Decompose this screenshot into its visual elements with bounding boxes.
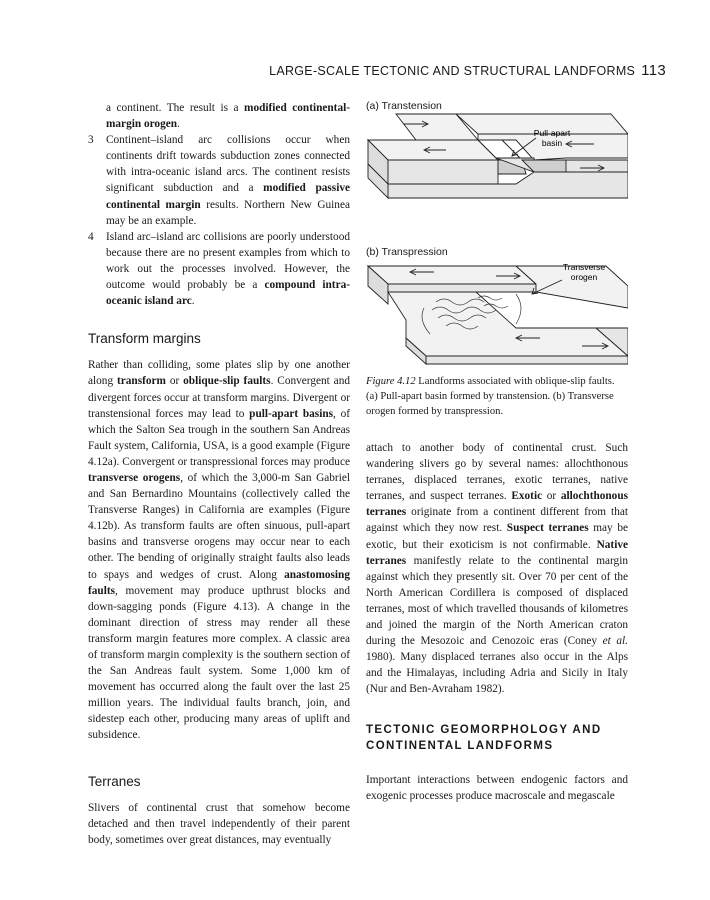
list-item-continued	[88, 100, 350, 132]
caption-text: Landforms associated with oblique-slip faults. (a) Pull-apart basin formed by transtension. (b) Transverse orogen formed by transpression.	[366, 376, 615, 417]
subheading-transform-margins: Transform margins	[88, 331, 201, 347]
term: allochthonous terranes	[366, 490, 629, 519]
list-item-3	[88, 132, 350, 229]
text-run: results. Northern New Guinea may be an example.	[106, 198, 350, 227]
callout-transverse-line1: Transverse	[562, 262, 606, 272]
paragraph-terranes: Slivers of continental crust that somehow become detached and then travel independently of their parent body, sometimes over great distances, may eventually	[88, 801, 350, 846]
term: transverse orogens	[88, 471, 181, 484]
page-number: 113	[641, 62, 666, 79]
text-run: a continent. The result is a	[106, 102, 245, 114]
text-run: , of which the 3,000-m San Gabriel and San Bernardino Mountains (collectively called the Transverse Ranges) in California are examples (Figure 4.12b). As transform faults are often sinuous, pull-apart basins and transverse orogens may occur near to each other. The bending of originally straight faults also leads to spays and wedges of crust. Along	[88, 471, 350, 581]
text-run: .	[177, 118, 180, 131]
term: compound intra-oceanic island arc	[106, 279, 350, 308]
list-item-4	[88, 229, 350, 309]
running-title: LARGE-SCALE TECTONIC AND STRUCTURAL LANDFORMS	[269, 64, 636, 78]
section-heading: TECTONIC GEOMORPHOLOGY AND CONTINENTAL LANDFORMS	[366, 723, 602, 752]
citation-etal: et al.	[602, 635, 628, 648]
text-run: manifestly relate to the continental margin against which they presently sit. Over 70 per cent of the North American Cordillera is composed of displaced terranes, most of which travelled thousands of kilometres and joined the margin of the North American craton during the Mesozoic and Cenozoic eras (Coney	[366, 554, 628, 648]
term: pull-apart basins	[249, 407, 334, 420]
text-run: may be exotic, but their exoticism is not confirmable.	[366, 522, 628, 551]
text-run: Rather than colliding, some plates slip by one another along	[88, 359, 350, 388]
figure-number: Figure 4.12	[366, 376, 416, 387]
text-run: originate from a continent different from that against which they now rest.	[366, 506, 628, 535]
callout-transverse-line2: orogen	[570, 272, 598, 282]
figure-label-b: (b) Transpression	[366, 246, 448, 258]
text-run: .	[191, 295, 195, 308]
text-run: , movement may produce upthrust blocks and down-sagging ponds (Figure 4.13). A change in the dominant direction of stress may render all these transform margin features more complex. A classic area of transform margin complexity is the southern section of the San Andreas fault system. Some 1,000 km of movement has occurred along the fault over the last 25 million years. The individual faults branch, join, and sidestep each other, producing many areas of uplift and subsidence.	[88, 584, 350, 742]
figure-label-a: (a) Transtension	[366, 100, 442, 112]
subheading-terranes: Terranes	[88, 773, 141, 789]
right-column	[366, 440, 628, 804]
text-run: , of which the Salton Sea trough in the southern San Andreas Fault system, California, USA, is a good example (Figure 4.12a). Convergent or transpressional forces may produce	[88, 407, 351, 468]
text-run: or	[542, 490, 561, 503]
text-run: Island arc–island arc collisions are poorly understood because there are no present examples from which to work out the processes involved. However, the outcome would probably be a	[106, 230, 350, 292]
term: anastomosing faults	[88, 568, 350, 597]
left-column	[88, 100, 350, 848]
term: transform	[117, 375, 166, 388]
callout-pull-apart-line2: basin	[541, 138, 563, 148]
paragraph-section-intro: Important interactions between endogenic factors and exogenic processes produce macroscale and megascale	[366, 773, 628, 802]
list-number: 4	[88, 230, 94, 243]
text-run: or	[165, 375, 184, 388]
text-run: Continent–island arc collisions occur when continents drift towards subduction zones connected with intra-oceanic island arcs. The continent resists significant subduction and a	[106, 134, 350, 195]
figure-caption	[366, 374, 628, 419]
term: Exotic	[511, 490, 543, 503]
transtension-diagram	[366, 112, 628, 240]
text-run: attach to another body of continental crust. Such wandering slivers go by several names: allochthonous terranes, displaced terranes, exotic terranes, native terranes, and suspect terranes.	[366, 442, 628, 503]
paragraph-transform-margins	[88, 357, 350, 743]
text-run: 1980). Many displaced terranes also occur in the Alps and the Himalayas, including Adria and Sicily in Italy (Nur and Ben-Avraham 1982).	[366, 651, 628, 696]
running-header	[0, 62, 666, 79]
paragraph-terranes-continued	[366, 440, 628, 698]
term: Native terranes	[366, 538, 628, 567]
figure-4-12	[366, 100, 628, 430]
term: Suspect terranes	[506, 522, 589, 535]
term: modified passive continental margin	[106, 182, 350, 211]
text-run: . Convergent and divergent forces occur at transform margins. Divergent or transtensional forces may lead to	[88, 375, 350, 420]
term: oblique-slip faults	[183, 375, 271, 388]
list-number: 3	[88, 134, 94, 147]
term: modified continental-margin orogen	[106, 102, 350, 131]
transpression-diagram	[366, 258, 628, 368]
callout-pull-apart-line1: Pull-apart	[533, 128, 571, 138]
